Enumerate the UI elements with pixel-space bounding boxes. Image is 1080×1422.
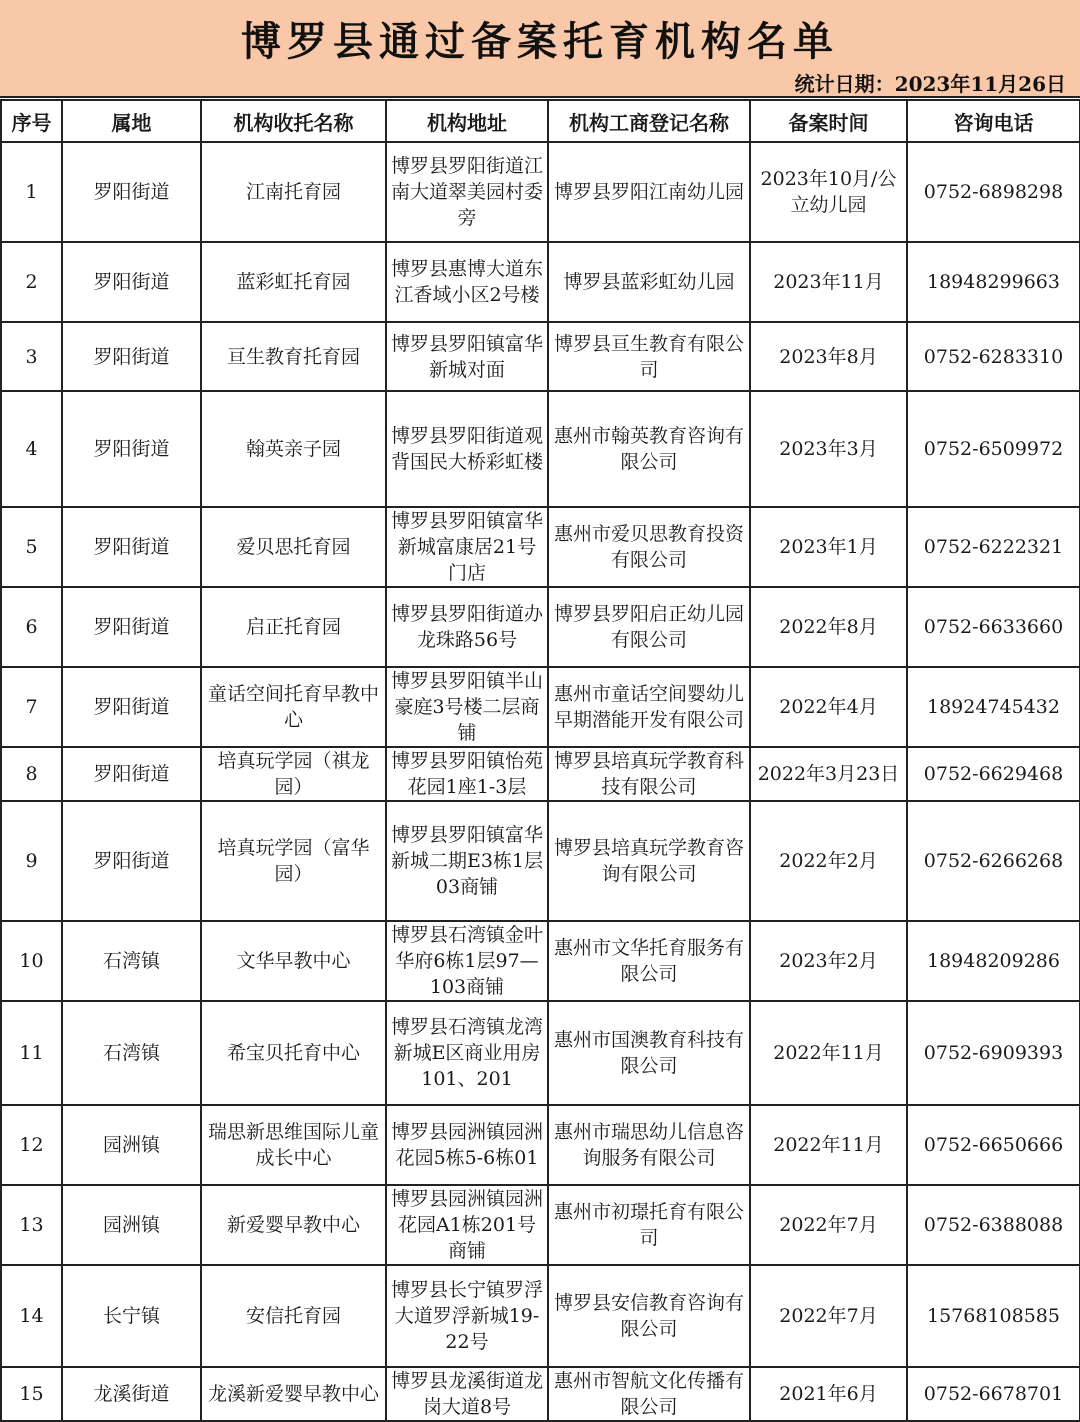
row-number: 4 <box>1 391 62 507</box>
row-area: 长宁镇 <box>62 1265 201 1367</box>
row-area: 罗阳街道 <box>62 242 201 322</box>
table-row <box>1 1185 1080 1265</box>
table-row <box>1 747 1080 801</box>
row-area: 罗阳街道 <box>62 322 201 391</box>
table-row <box>1 142 1080 242</box>
row-number: 8 <box>1 747 62 801</box>
row-number: 15 <box>1 1367 62 1421</box>
row-phone: 0752-6266268 <box>907 801 1080 921</box>
table-row <box>1 242 1080 322</box>
row-institution-name: 爱贝思托育园 <box>201 507 386 587</box>
row-address: 博罗县罗阳镇怡苑花园1座1-3层 <box>386 747 548 801</box>
row-registered-name: 惠州市国澳教育科技有限公司 <box>548 1001 750 1105</box>
row-registered-name: 博罗县培真玩学教育咨询有限公司 <box>548 801 750 921</box>
row-address: 博罗县石湾镇龙湾新城E区商业用房101、201 <box>386 1001 548 1105</box>
row-registered-name: 惠州市童话空间婴幼儿早期潜能开发有限公司 <box>548 667 750 747</box>
row-filing-date: 2023年2月 <box>750 921 907 1001</box>
row-registered-name: 博罗县培真玩学教育科技有限公司 <box>548 747 750 801</box>
row-phone: 0752-6629468 <box>907 747 1080 801</box>
row-registered-name: 惠州市智航文化传播有限公司 <box>548 1367 750 1421</box>
row-filing-date: 2022年7月 <box>750 1265 907 1367</box>
row-number: 7 <box>1 667 62 747</box>
row-institution-name: 江南托育园 <box>201 142 386 242</box>
row-filing-date: 2023年3月 <box>750 391 907 507</box>
row-phone: 0752-6909393 <box>907 1001 1080 1105</box>
title-banner <box>0 0 1080 98</box>
row-number: 10 <box>1 921 62 1001</box>
row-area: 罗阳街道 <box>62 587 201 667</box>
row-area: 龙溪街道 <box>62 1367 201 1421</box>
table-row <box>1 667 1080 747</box>
table-header-row <box>1 100 1080 142</box>
row-phone: 0752-6650666 <box>907 1105 1080 1185</box>
row-phone: 15768108585 <box>907 1265 1080 1367</box>
row-number: 9 <box>1 801 62 921</box>
row-area: 罗阳街道 <box>62 507 201 587</box>
institution-table <box>0 99 1080 1422</box>
table-row <box>1 1001 1080 1105</box>
page-title: 博罗县通过备案托育机构名单 <box>241 18 839 65</box>
row-address: 博罗县罗阳街道观背国民大桥彩虹楼 <box>386 391 548 507</box>
row-number: 6 <box>1 587 62 667</box>
row-registered-name: 惠州市翰英教育咨询有限公司 <box>548 391 750 507</box>
row-institution-name: 龙溪新爱婴早教中心 <box>201 1367 386 1421</box>
row-filing-date: 2021年6月 <box>750 1367 907 1421</box>
row-filing-date: 2023年10月/公立幼儿园 <box>750 142 907 242</box>
column-header-reg-name: 机构工商登记名称 <box>548 100 750 142</box>
row-phone: 0752-6509972 <box>907 391 1080 507</box>
row-address: 博罗县罗阳镇富华新城富康居21号门店 <box>386 507 548 587</box>
row-number: 11 <box>1 1001 62 1105</box>
row-filing-date: 2022年11月 <box>750 1001 907 1105</box>
row-filing-date: 2022年4月 <box>750 667 907 747</box>
table-row <box>1 507 1080 587</box>
column-header-phone: 咨询电话 <box>907 100 1080 142</box>
row-phone: 0752-6222321 <box>907 507 1080 587</box>
table-row <box>1 801 1080 921</box>
row-address: 博罗县园洲镇园洲花园5栋5-6栋01 <box>386 1105 548 1185</box>
row-area: 罗阳街道 <box>62 142 201 242</box>
column-header-area: 属地 <box>62 100 201 142</box>
table-row <box>1 1105 1080 1185</box>
row-filing-date: 2022年8月 <box>750 587 907 667</box>
row-registered-name: 博罗县罗阳江南幼儿园 <box>548 142 750 242</box>
statistics-date: 统计日期：2023年11月26日 <box>794 72 1066 96</box>
row-area: 石湾镇 <box>62 1001 201 1105</box>
row-filing-date: 2023年1月 <box>750 507 907 587</box>
column-header-no: 序号 <box>1 100 62 142</box>
row-address: 博罗县罗阳镇富华新城对面 <box>386 322 548 391</box>
row-phone: 0752-6283310 <box>907 322 1080 391</box>
table-row <box>1 391 1080 507</box>
row-phone: 18924745432 <box>907 667 1080 747</box>
row-phone: 0752-6388088 <box>907 1185 1080 1265</box>
row-institution-name: 希宝贝托育中心 <box>201 1001 386 1105</box>
row-phone: 0752-6898298 <box>907 142 1080 242</box>
row-address: 博罗县惠博大道东江香域小区2号楼 <box>386 242 548 322</box>
row-registered-name: 博罗县蓝彩虹幼儿园 <box>548 242 750 322</box>
row-phone: 0752-6633660 <box>907 587 1080 667</box>
row-institution-name: 童话空间托育早教中心 <box>201 667 386 747</box>
row-phone: 0752-6678701 <box>907 1367 1080 1421</box>
row-address: 博罗县罗阳镇富华新城二期E3栋1层03商铺 <box>386 801 548 921</box>
row-number: 12 <box>1 1105 62 1185</box>
row-number: 3 <box>1 322 62 391</box>
row-filing-date: 2023年8月 <box>750 322 907 391</box>
column-header-address: 机构地址 <box>386 100 548 142</box>
row-area: 罗阳街道 <box>62 391 201 507</box>
row-registered-name: 惠州市初璟托育有限公司 <box>548 1185 750 1265</box>
column-header-name: 机构收托名称 <box>201 100 386 142</box>
table-row <box>1 1265 1080 1367</box>
row-number: 14 <box>1 1265 62 1367</box>
table-row <box>1 322 1080 391</box>
row-registered-name: 博罗县罗阳启正幼儿园有限公司 <box>548 587 750 667</box>
row-institution-name: 翰英亲子园 <box>201 391 386 507</box>
row-number: 2 <box>1 242 62 322</box>
row-registered-name: 惠州市爱贝思教育投资有限公司 <box>548 507 750 587</box>
table-row <box>1 921 1080 1001</box>
row-number: 5 <box>1 507 62 587</box>
row-area: 园洲镇 <box>62 1185 201 1265</box>
row-address: 博罗县龙溪街道龙岗大道8号 <box>386 1367 548 1421</box>
row-address: 博罗县罗阳街道办龙珠路56号 <box>386 587 548 667</box>
row-filing-date: 2022年7月 <box>750 1185 907 1265</box>
row-institution-name: 培真玩学园（富华园） <box>201 801 386 921</box>
column-header-date: 备案时间 <box>750 100 907 142</box>
row-filing-date: 2022年11月 <box>750 1105 907 1185</box>
row-address: 博罗县长宁镇罗浮大道罗浮新城19-22号 <box>386 1265 548 1367</box>
row-address: 博罗县罗阳镇半山豪庭3号楼二层商铺 <box>386 667 548 747</box>
row-registered-name: 惠州市文华托育服务有限公司 <box>548 921 750 1001</box>
row-area: 罗阳街道 <box>62 801 201 921</box>
row-institution-name: 亘生教育托育园 <box>201 322 386 391</box>
table-row <box>1 587 1080 667</box>
row-filing-date: 2022年3月23日 <box>750 747 907 801</box>
row-institution-name: 培真玩学园（祺龙园） <box>201 747 386 801</box>
row-institution-name: 安信托育园 <box>201 1265 386 1367</box>
row-filing-date: 2022年2月 <box>750 801 907 921</box>
row-institution-name: 启正托育园 <box>201 587 386 667</box>
row-area: 罗阳街道 <box>62 747 201 801</box>
row-registered-name: 惠州市瑞思幼儿信息咨询服务有限公司 <box>548 1105 750 1185</box>
row-institution-name: 文华早教中心 <box>201 921 386 1001</box>
row-address: 博罗县园洲镇园洲花园A1栋201号商铺 <box>386 1185 548 1265</box>
row-area: 罗阳街道 <box>62 667 201 747</box>
row-area: 石湾镇 <box>62 921 201 1001</box>
row-registered-name: 博罗县安信教育咨询有限公司 <box>548 1265 750 1367</box>
row-area: 园洲镇 <box>62 1105 201 1185</box>
row-institution-name: 蓝彩虹托育园 <box>201 242 386 322</box>
row-filing-date: 2023年11月 <box>750 242 907 322</box>
row-address: 博罗县石湾镇金叶华府6栋1层97—103商铺 <box>386 921 548 1001</box>
row-registered-name: 博罗县亘生教育有限公司 <box>548 322 750 391</box>
row-institution-name: 瑞思新思维国际儿童成长中心 <box>201 1105 386 1185</box>
table-body <box>1 142 1080 1421</box>
row-phone: 18948299663 <box>907 242 1080 322</box>
row-number: 1 <box>1 142 62 242</box>
row-phone: 18948209286 <box>907 921 1080 1001</box>
table-row <box>1 1367 1080 1421</box>
row-address: 博罗县罗阳街道江南大道翠美园村委旁 <box>386 142 548 242</box>
row-institution-name: 新爱婴早教中心 <box>201 1185 386 1265</box>
row-number: 13 <box>1 1185 62 1265</box>
